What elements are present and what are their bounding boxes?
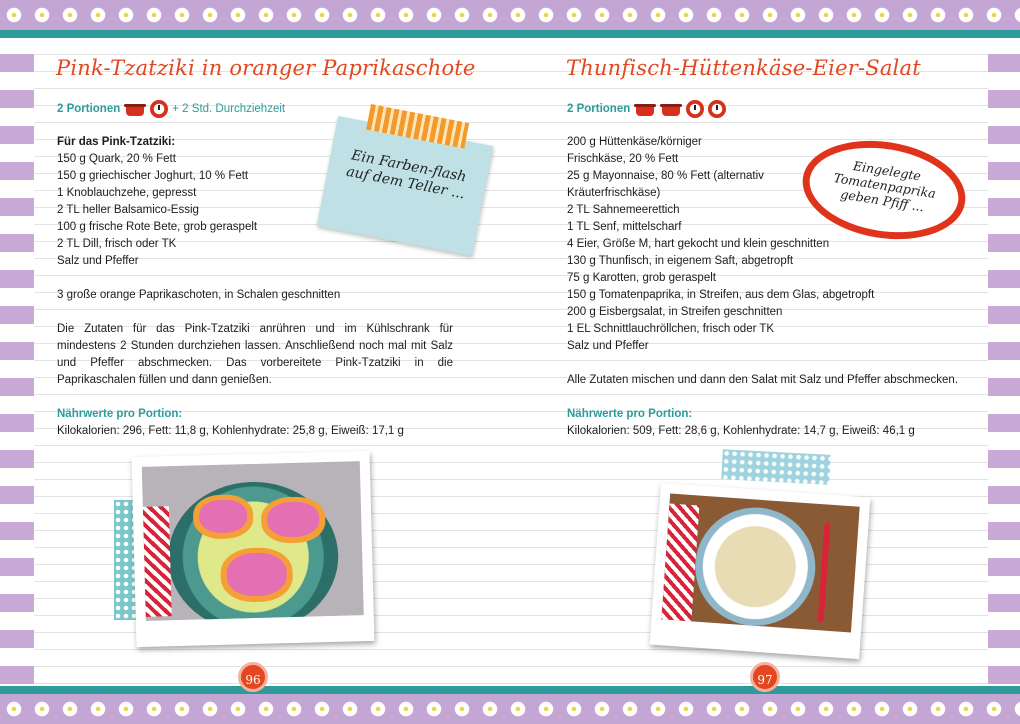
list-item: Kräuterfrischkäse) [567, 187, 661, 199]
list-item: 150 g Tomatenpaprika, in Streifen, aus dem Glas, abgetropft [567, 289, 875, 301]
list-item: 200 g Eisbergsalat, in Streifen geschnitten [567, 306, 783, 318]
pot-icon [124, 102, 146, 116]
pepper-half [220, 547, 293, 603]
list-item [567, 355, 967, 372]
list-item: 200 g Hüttenkäse/körniger [567, 136, 702, 148]
left-page [34, 38, 510, 686]
list-item: Für das Pink-Tzatziki: [57, 136, 176, 148]
list-item: Frischkäse, 20 % Fett [567, 153, 679, 165]
tzatziki-image [142, 461, 364, 621]
instructions: Alle Zutaten mischen und dann den Salat mit Salz und Pfeffer abschmecken. [567, 374, 959, 386]
salad-image [661, 494, 859, 633]
list-item: 150 g Quark, 20 % Fett [57, 153, 176, 165]
clock-icon [150, 100, 168, 118]
nutrition-heading: Nährwerte pro Portion: [57, 408, 183, 420]
recipe-title: Pink-Tzatziki in oranger Paprikaschote [56, 56, 476, 80]
list-item: 75 g Karotten, grob geraspelt [567, 272, 716, 284]
clock-icon [686, 100, 704, 118]
page-number: 96 [238, 662, 268, 692]
list-item: 100 g frische Rote Bete, grob geraspelt [57, 221, 258, 233]
list-item [57, 270, 453, 287]
portions-label: 2 Portionen [57, 103, 121, 115]
nutrition-values: Kilokalorien: 509, Fett: 28,6 g, Kohlenhydrate: 14,7 g, Eiweiß: 46,1 g [567, 425, 915, 437]
pot-icon [660, 102, 682, 116]
recipe-photo [132, 451, 375, 647]
list-item: 130 g Thunfisch, in eigenem Saft, abgetropft [567, 255, 794, 267]
list-item: 2 TL heller Balsamico-Essig [57, 204, 199, 216]
list-item: Salz und Pfeffer [567, 340, 649, 352]
sticky-note-text: Ein Farben-flash auf dem Teller ... [345, 147, 468, 203]
list-item: 3 große orange Paprikaschoten, in Schalen geschnitten [57, 289, 341, 301]
recipe-photo [650, 483, 871, 659]
recipe-title: Thunfisch-Hüttenkäse-Eier-Salat [566, 56, 921, 80]
divider-top [0, 30, 1020, 38]
list-item: 1 Knoblauchzehe, gepresst [57, 187, 197, 199]
flower-border-bottom [0, 694, 1020, 724]
page-number: 97 [750, 662, 780, 692]
nutrition-values: Kilokalorien: 296, Fett: 11,8 g, Kohlenhydrate: 25,8 g, Eiweiß: 17,1 g [57, 425, 404, 437]
list-item [567, 389, 967, 406]
washi-tape [366, 104, 469, 149]
speech-bubble-text: Eingelegte Tomatenpaprika geben Pfiff ... [832, 157, 937, 215]
plate [691, 504, 819, 630]
list-item: 2 TL Sahnemeerettich [567, 204, 680, 216]
clock-icon [708, 100, 726, 118]
list-item: 25 g Mayonnaise, 80 % Fett (alternativ [567, 170, 764, 182]
instructions: Die Zutaten für das Pink-Tzatziki anrühren und im Kühlschrank für mindestens 2 Stunden durchziehen lassen. Anschließend noch mal mit Salz und Pfeffer abschmecken. Das vorbereitete Pink-Tzatziki in die Paprikaschalen füllen und dann genießen. [57, 323, 453, 386]
right-page [510, 38, 988, 686]
napkin [143, 506, 172, 617]
list-item: 150 g griechischer Joghurt, 10 % Fett [57, 170, 249, 182]
pepper-half [261, 496, 326, 544]
list-item: 2 TL Dill, frisch oder TK [57, 238, 177, 250]
list-item: Salz und Pfeffer [57, 255, 139, 267]
napkin [661, 504, 699, 626]
recipe-meta [567, 98, 726, 120]
portions-label: 2 Portionen [567, 103, 631, 115]
pepper-half [193, 494, 254, 540]
divider-bottom [0, 686, 1020, 694]
fork [818, 522, 831, 622]
extra-time-label: + 2 Std. Durchziehzeit [172, 103, 286, 115]
nutrition-heading: Nährwerte pro Portion: [567, 408, 693, 420]
list-item: 1 EL Schnittlauchröllchen, frisch oder TK [567, 323, 775, 335]
list-item: 4 Eier, Größe M, hart gekocht und klein geschnitten [567, 238, 830, 250]
list-item [57, 304, 453, 321]
list-item: 1 TL Senf, mittelscharf [567, 221, 682, 233]
flower-border-top [0, 0, 1020, 30]
recipe-meta [57, 98, 285, 120]
pot-icon [634, 102, 656, 116]
washi-tape [721, 449, 830, 485]
